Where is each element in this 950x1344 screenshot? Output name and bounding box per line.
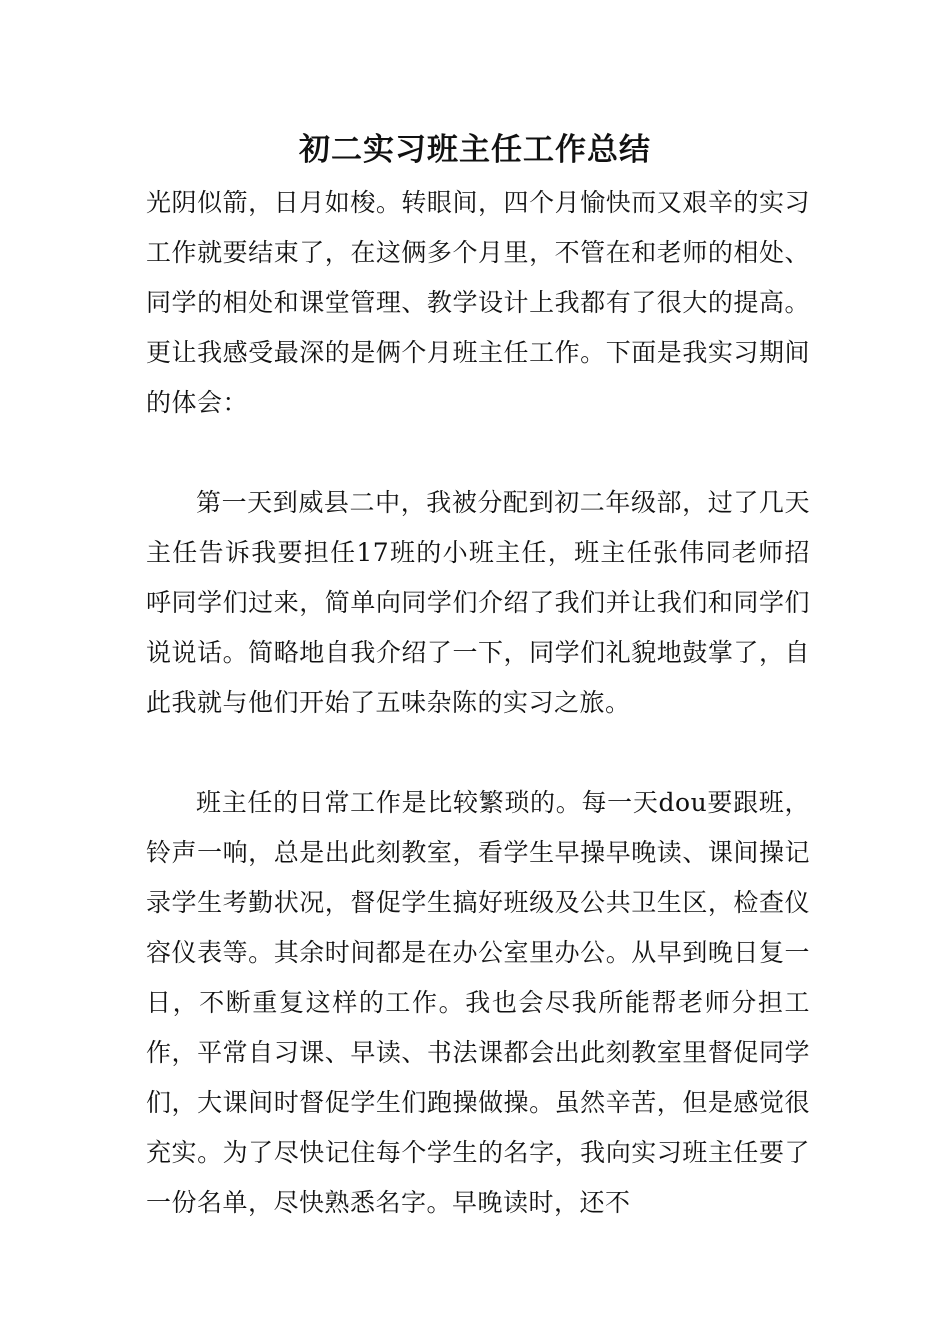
paragraph-daily-work: 班主任的日常工作是比较繁琐的。每一天dou要跟班，铃声一响，总是出此刻教室，看学生早操早晚读、课间操记录学生考勤状况，督促学生搞好班级及公共卫生区，检查仪容仪表等。其余时间都是在办公室里办公。从早到晚日复一日，不断重复这样的工作。我也会尽我所能帮老师分担工作，平常自习课、早读、书法课都会出此刻教室里督促同学们，大课间时督促学生们跑操做操。虽然辛苦，但是感觉很充实。为了尽快记住每个学生的名字，我向实习班主任要了一份名单，尽快熟悉名字。早晚读时，还不: [146, 788, 810, 1217]
paragraph-first-day: 第一天到威县二中，我被分配到初二年级部，过了几天主任告诉我要担任17班的小班主任，班主任张伟同老师招呼同学们过来，简单向同学们介绍了我们并让我们和同学们说说话。简略地自我介绍了一下，同学们礼貌地鼓掌了，自此我就与他们开始了五味杂陈的实习之旅。: [146, 488, 810, 717]
document-title: 初二实习班主任工作总结: [299, 132, 651, 168]
paragraph-gap: [146, 728, 810, 778]
paragraph-intro: 光阴似箭，日月如梭。转眼间，四个月愉快而又艰辛的实习工作就要结束了，在这俩多个月里，不管在和老师的相处、同学的相处和课堂管理、教学设计上我都有了很大的提高。更让我感受最深的是俩个月班主任工作。下面是我实习期间的体会：: [146, 188, 810, 417]
paragraph-gap: [146, 428, 810, 478]
document-body: [146, 178, 810, 1228]
